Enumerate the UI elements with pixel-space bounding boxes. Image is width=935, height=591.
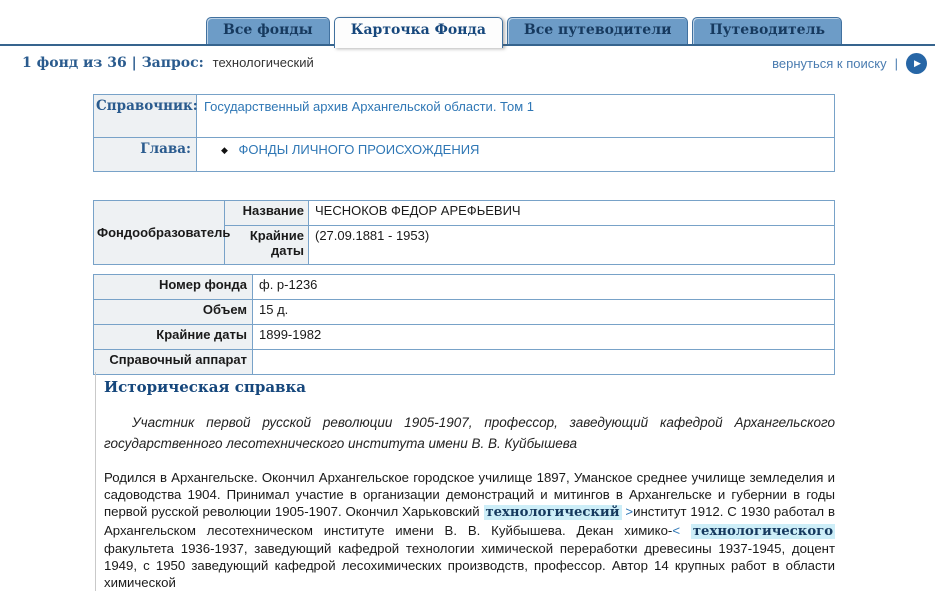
creator-dates-label: Крайние даты xyxy=(225,226,309,265)
table-row xyxy=(94,300,835,325)
query-bar xyxy=(0,50,935,76)
divider: | xyxy=(894,55,898,71)
creator-name-label: Название xyxy=(225,201,309,226)
table-row xyxy=(94,350,835,375)
section-title: Историческая справка xyxy=(104,378,307,396)
play-triangle-glyph: ▶ xyxy=(914,57,921,68)
text-run: факультета 1936-1937, заведующий кафедрой технологии химической переработки древесины 1937-1945, доцент 1949, с 1950 заведующий кафедрой лесохимических производств, профессор. Автор 14 крупных работ в области химической xyxy=(104,540,835,591)
fond-table xyxy=(93,274,835,375)
back-to-search-link[interactable]: вернуться к поиску xyxy=(772,55,887,71)
chapter-value-cell xyxy=(197,138,835,172)
creator-group-label: Фондообразователь xyxy=(94,201,225,265)
guide-link[interactable]: Государственный архив Архангельской области. Том 1 xyxy=(204,99,534,114)
query-label: Запрос: xyxy=(141,55,204,71)
text-run: Родился в Архангельске. Окончил Архангельское городское училище 1897, Уманское среднее училище земледелия и садоводства 1904. Принимал участие в организации демонстраций и митингов в Архангельске и губернии в годы первой русской революции 1905-1907. Окончил Харьковский xyxy=(104,470,835,520)
match-nav-marker[interactable]: > xyxy=(625,504,634,520)
creator-name-value: ЧЕСНОКОВ ФЕДОР АРЕФЬЕВИЧ xyxy=(309,201,835,226)
result-count: 1 фонд из 36 xyxy=(22,55,127,71)
creator-dates-value: (27.09.1881 - 1953) xyxy=(309,226,835,265)
reference-table xyxy=(93,94,835,172)
tab-all-guides[interactable]: Все путеводители xyxy=(507,17,689,44)
play-circle-icon[interactable] xyxy=(906,53,927,74)
table-row xyxy=(94,325,835,350)
fond-number-value: ф. р-1236 xyxy=(253,275,835,300)
lead-paragraph: Участник первой русской революции 1905-1907, профессор, заведующий кафедрой Архангельского государственного лесотехнического института имени В. В. Куйбышева xyxy=(104,415,835,451)
fond-refapparatus-label: Справочный аппарат xyxy=(94,350,253,375)
table-row xyxy=(94,275,835,300)
fond-volume-label: Объем xyxy=(94,300,253,325)
fond-refapparatus-value xyxy=(253,350,835,375)
chapter-link[interactable]: ФОНДЫ ЛИЧНОГО ПРОИСХОЖДЕНИЯ xyxy=(238,142,480,157)
tab-fond-card[interactable]: Карточка Фонда xyxy=(334,17,503,48)
query-value: технологический xyxy=(212,55,314,70)
historical-note-section xyxy=(95,372,835,591)
query-actions xyxy=(772,53,927,74)
tab-guide[interactable]: Путеводитель xyxy=(692,17,842,44)
reference-value-cell xyxy=(197,95,835,138)
fond-dates-value: 1899-1982 xyxy=(253,325,835,350)
reference-label: Справочник: xyxy=(94,95,197,138)
fond-dates-label: Крайние даты xyxy=(94,325,253,350)
bullet-diamond-icon: ◆ xyxy=(221,145,228,155)
fond-volume-value: 15 д. xyxy=(253,300,835,325)
search-term-highlight: технологического xyxy=(692,523,833,539)
search-term-highlight: технологический xyxy=(485,505,620,521)
match-nav-marker[interactable]: < xyxy=(672,522,681,538)
fond-number-label: Номер фонда xyxy=(94,275,253,300)
table-row xyxy=(94,201,835,226)
tab-all-fonds[interactable]: Все фонды xyxy=(206,17,330,44)
tabbar xyxy=(206,17,842,48)
text-run: институт 1912. С 1930 работал в Архангельском лесотехническом институте имени В. В. Куйбышева. Декан химико- xyxy=(104,504,835,538)
table-row xyxy=(94,138,835,172)
separator: | xyxy=(131,55,137,71)
chapter-label: Глава: xyxy=(94,138,197,172)
table-row xyxy=(94,95,835,138)
query-summary xyxy=(22,55,314,71)
text-run xyxy=(680,523,691,538)
creator-table xyxy=(93,200,835,265)
body-paragraph xyxy=(104,469,835,591)
